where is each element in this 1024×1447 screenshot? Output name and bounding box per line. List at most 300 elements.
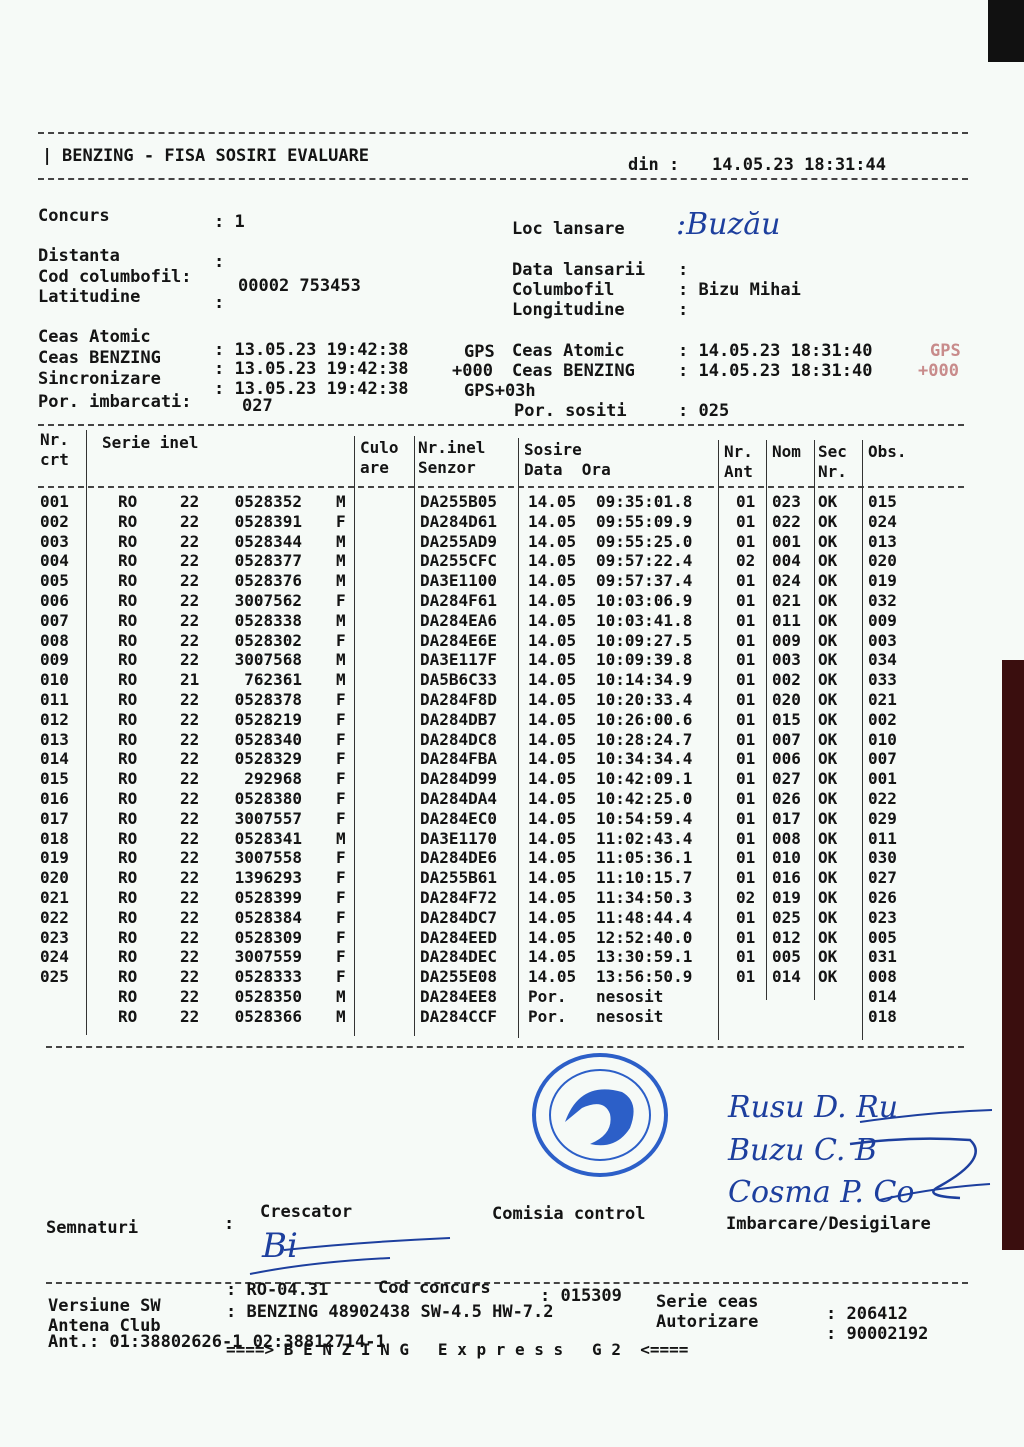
- row-number: 001: [40, 492, 69, 511]
- pigeon-sex: F: [336, 769, 346, 789]
- sensor-ring: DA284F72: [420, 888, 498, 907]
- security-status: OK: [818, 927, 838, 947]
- columbofil-label: Columbofil: [512, 280, 615, 300]
- col-ant-header-1: Nr.: [724, 442, 753, 461]
- ring-number: 762361: [244, 670, 302, 690]
- row-number: 025: [40, 967, 69, 987]
- ring-country: RO: [118, 492, 138, 511]
- security-status: OK: [818, 551, 838, 571]
- r-ceas-atomic-suffix: GPS: [930, 341, 961, 361]
- pigeon-sex: F: [336, 927, 346, 947]
- nom-number: 001: [772, 531, 801, 551]
- antenna-number: 01: [736, 709, 756, 729]
- nom-number: 008: [772, 828, 801, 848]
- ring-country: RO: [118, 907, 138, 927]
- arrival-date: 14.05: [528, 907, 577, 927]
- r-ceas-atomic-value: : 14.05.23 18:31:40: [678, 341, 873, 361]
- ring-country: RO: [118, 749, 138, 769]
- data-lansarii-label: Data lansarii: [512, 260, 646, 280]
- club-stamp: [530, 1050, 670, 1180]
- antenna-number: 01: [736, 630, 756, 650]
- autorizare-label: Autorizare: [656, 1312, 759, 1332]
- row-number: 020: [40, 868, 69, 888]
- ring-year: 22: [180, 828, 200, 848]
- arrival-date: 14.05: [528, 531, 577, 551]
- arrival-date: 14.05: [528, 511, 577, 531]
- nom-number: 012: [772, 927, 801, 947]
- arrival-date: 14.05: [528, 571, 577, 591]
- ring-year: 22: [180, 927, 200, 947]
- antenna-number: 01: [736, 591, 756, 610]
- antene-line: Ant.: 01:38802626-1 02:38812714-1: [48, 1332, 386, 1352]
- security-status: OK: [818, 947, 838, 967]
- concurs-value: : 1: [214, 212, 245, 232]
- sensor-ring: DA284DB7: [420, 709, 498, 729]
- ring-number: 0528378: [234, 690, 302, 709]
- cod-columbofil-label: Cod columbofil:: [38, 267, 192, 287]
- ring-year: 22: [180, 551, 200, 571]
- ring-number: 0528366: [234, 1006, 302, 1026]
- arrival-time: nesosit: [596, 1006, 664, 1026]
- obs-number: 031: [868, 947, 897, 967]
- nom-number: 019: [772, 888, 801, 907]
- sensor-ring: DA255E08: [420, 967, 498, 987]
- sensor-ring: DA3E117F: [420, 650, 498, 670]
- obs-number: 033: [868, 670, 897, 690]
- cod-columbofil-value: 00002 753453: [238, 276, 361, 296]
- ring-country: RO: [118, 511, 138, 531]
- ring-country: RO: [118, 808, 138, 828]
- nom-number: 004: [772, 551, 801, 571]
- ring-year: 22: [180, 650, 200, 670]
- obs-number: 007: [868, 749, 897, 769]
- obs-number: 026: [868, 888, 897, 907]
- obs-number: 005: [868, 927, 897, 947]
- nom-number: 006: [772, 749, 801, 769]
- pigeon-sex: F: [336, 907, 346, 927]
- table-vline: [718, 440, 719, 1040]
- antenna-number: 01: [736, 571, 756, 591]
- sensor-ring: DA284F8D: [420, 690, 498, 709]
- ring-country: RO: [118, 947, 138, 967]
- nom-number: 007: [772, 729, 801, 749]
- pigeon-sex: F: [336, 967, 346, 987]
- ring-number: 0528340: [234, 729, 302, 749]
- versiune-value: : RO-04.31: [226, 1280, 329, 1300]
- sensor-ring: DA284DEC: [420, 947, 498, 967]
- ring-year: 22: [180, 967, 200, 987]
- col-nrinel-header-2: Senzor: [418, 458, 476, 477]
- arrival-time: 10:42:25.0: [596, 789, 693, 808]
- pigeon-sex: F: [336, 868, 346, 888]
- row-number: 011: [40, 690, 69, 709]
- antenna-number: 02: [736, 888, 756, 907]
- obs-number: 008: [868, 967, 897, 987]
- arrival-date: 14.05: [528, 927, 577, 947]
- pigeon-sex: F: [336, 709, 346, 729]
- versiune-label: Versiune SW: [48, 1296, 161, 1316]
- longitudine-colon: :: [678, 300, 689, 320]
- obs-number: 030: [868, 848, 897, 868]
- ring-number: 0528350: [234, 987, 302, 1006]
- row-number: 007: [40, 610, 69, 630]
- nom-number: 010: [772, 848, 801, 868]
- ring-number: 0528384: [234, 907, 302, 927]
- nom-number: 022: [772, 511, 801, 531]
- columbofil-value: : Bizu Mihai: [678, 280, 801, 300]
- antenna-number: 01: [736, 907, 756, 927]
- ring-number: 0528338: [234, 610, 302, 630]
- row-number: 023: [40, 927, 69, 947]
- serie-ceas-label: Serie ceas: [656, 1292, 759, 1312]
- pigeon-sex: M: [336, 1006, 346, 1026]
- arrival-time: 11:48:44.4: [596, 907, 693, 927]
- benzing-express-line: ====> B E N Z I N G E x p r e s s G 2 <====: [226, 1340, 689, 1359]
- nom-number: 023: [772, 492, 801, 511]
- row-number: 018: [40, 828, 69, 848]
- ceas-atomic-label: Ceas Atomic: [38, 327, 151, 347]
- ceas-benzing-value: : 13.05.23 19:42:38: [214, 359, 409, 379]
- arrival-time: 13:30:59.1: [596, 947, 693, 967]
- ring-number: 0528219: [234, 709, 302, 729]
- arrival-date: 14.05: [528, 709, 577, 729]
- pigeon-sex: M: [336, 828, 346, 848]
- security-status: OK: [818, 591, 838, 610]
- arrival-date: 14.05: [528, 749, 577, 769]
- ring-number: 0528309: [234, 927, 302, 947]
- arrival-time: 13:56:50.9: [596, 967, 693, 987]
- loc-lansare-value: :Buzău: [676, 207, 781, 242]
- col-sec-header-2: Nr.: [818, 462, 847, 481]
- nom-number: 002: [772, 670, 801, 690]
- ring-country: RO: [118, 1006, 138, 1026]
- sensor-ring: DA284EED: [420, 927, 498, 947]
- arrival-time: 11:10:15.7: [596, 868, 693, 888]
- security-status: OK: [818, 650, 838, 670]
- obs-number: 013: [868, 531, 897, 551]
- row-number: 014: [40, 749, 69, 769]
- row-number: 009: [40, 650, 69, 670]
- ring-country: RO: [118, 650, 138, 670]
- ring-number: 292968: [244, 769, 302, 789]
- por-imbarcati-label: Por. imbarcati:: [38, 392, 192, 412]
- sincronizare-suffix: GPS+03h: [464, 381, 536, 401]
- ring-number: 3007562: [234, 591, 302, 610]
- antenna-number: 01: [736, 868, 756, 888]
- ring-year: 22: [180, 789, 200, 808]
- obs-number: 024: [868, 511, 897, 531]
- row-number: 016: [40, 789, 69, 808]
- ring-year: 22: [180, 630, 200, 650]
- ring-year: 22: [180, 690, 200, 709]
- ring-country: RO: [118, 789, 138, 808]
- nom-number: 020: [772, 690, 801, 709]
- security-status: OK: [818, 670, 838, 690]
- data-lansarii-colon: :: [678, 260, 689, 280]
- pigeon-sex: M: [336, 650, 346, 670]
- r-ceas-atomic-label: Ceas Atomic: [512, 341, 625, 361]
- divider: [38, 132, 968, 134]
- arrival-time: 09:55:09.9: [596, 511, 693, 531]
- arrival-time: 10:20:33.4: [596, 690, 693, 709]
- pigeon-sex: F: [336, 729, 346, 749]
- por-sositi-value: : 025: [678, 401, 730, 421]
- security-status: OK: [818, 868, 838, 888]
- ring-country: RO: [118, 571, 138, 591]
- ring-year: 22: [180, 591, 200, 610]
- ring-country: RO: [118, 630, 138, 650]
- pigeon-sex: F: [336, 749, 346, 769]
- arrival-date: 14.05: [528, 967, 577, 987]
- arrival-time: 09:55:25.0: [596, 531, 693, 551]
- arrival-time: 10:03:06.9: [596, 591, 693, 610]
- pigeon-sex: F: [336, 789, 346, 808]
- arrival-time: 10:03:41.8: [596, 610, 693, 630]
- pigeon-sex: F: [336, 630, 346, 650]
- distanta-colon: :: [214, 252, 225, 272]
- signature-1: Rusu D. Ru: [728, 1090, 899, 1125]
- ring-number: 0528391: [234, 511, 302, 531]
- security-status: OK: [818, 610, 838, 630]
- obs-number: 018: [868, 1006, 897, 1026]
- security-status: OK: [818, 511, 838, 531]
- table-vline: [766, 440, 767, 1000]
- table-vline: [518, 438, 519, 1038]
- antenna-number: 01: [736, 808, 756, 828]
- col-sosire-header-2: Data Ora: [524, 460, 611, 479]
- security-status: OK: [818, 571, 838, 591]
- col-nr-header: Nr.: [40, 430, 69, 449]
- antenna-number: 01: [736, 828, 756, 848]
- ring-year: 22: [180, 610, 200, 630]
- security-status: OK: [818, 749, 838, 769]
- arrival-time: 10:09:39.8: [596, 650, 693, 670]
- ring-number: 0528344: [234, 531, 302, 551]
- arrival-time: 10:14:34.9: [596, 670, 693, 690]
- ring-year: 22: [180, 571, 200, 591]
- antena-club-value: : BENZING 48902438 SW-4.5 HW-7.2: [226, 1302, 554, 1322]
- security-status: OK: [818, 828, 838, 848]
- ring-number: 0528377: [234, 551, 302, 571]
- nom-number: 017: [772, 808, 801, 828]
- arrival-date: 14.05: [528, 551, 577, 571]
- pigeon-sex: F: [336, 690, 346, 709]
- security-status: OK: [818, 769, 838, 789]
- table-vline: [414, 436, 415, 1036]
- nom-number: 016: [772, 868, 801, 888]
- arrival-date: 14.05: [528, 789, 577, 808]
- security-status: OK: [818, 789, 838, 808]
- pigeon-sex: M: [336, 610, 346, 630]
- ring-country: RO: [118, 670, 138, 690]
- comisia-label: Comisia control: [492, 1204, 646, 1224]
- ring-year: 22: [180, 987, 200, 1006]
- row-number: 005: [40, 571, 69, 591]
- security-status: OK: [818, 531, 838, 551]
- security-status: OK: [818, 888, 838, 907]
- obs-number: 002: [868, 709, 897, 729]
- ring-number: 0528329: [234, 749, 302, 769]
- sensor-ring: DA284DA4: [420, 789, 498, 808]
- obs-number: 011: [868, 828, 897, 848]
- autorizare-value: : 90002192: [826, 1324, 929, 1344]
- row-number: 010: [40, 670, 69, 690]
- table-vline: [814, 440, 815, 1000]
- security-status: OK: [818, 630, 838, 650]
- por-imbarcati-value: 027: [242, 396, 273, 416]
- antenna-number: 01: [736, 690, 756, 709]
- arrival-date: 14.05: [528, 630, 577, 650]
- pigeon-sex: F: [336, 888, 346, 907]
- antenna-number: 01: [736, 947, 756, 967]
- signature-strokes: [820, 1100, 1000, 1220]
- sensor-ring: DA284CCF: [420, 1006, 498, 1026]
- arrival-time: 10:34:34.4: [596, 749, 693, 769]
- imbarcare-label: Imbarcare/Desigilare: [726, 1214, 931, 1234]
- pigeon-sex: M: [336, 571, 346, 591]
- arrival-time: 11:34:50.3: [596, 888, 693, 907]
- arrival-date: Por.: [528, 987, 567, 1006]
- scan-corner-shadow: [988, 0, 1024, 62]
- pigeon-sex: M: [336, 987, 346, 1006]
- obs-number: 009: [868, 610, 897, 630]
- antenna-number: 01: [736, 749, 756, 769]
- arrival-date: Por.: [528, 1006, 567, 1026]
- security-status: OK: [818, 690, 838, 709]
- obs-number: 014: [868, 987, 897, 1006]
- antenna-number: 01: [736, 670, 756, 690]
- ring-number: 0528341: [234, 828, 302, 848]
- col-culoare-header-2: are: [360, 458, 389, 477]
- arrival-date: 14.05: [528, 610, 577, 630]
- security-status: OK: [818, 907, 838, 927]
- col-ant-header-2: Ant: [724, 462, 753, 481]
- ring-country: RO: [118, 987, 138, 1006]
- antenna-number: 01: [736, 511, 756, 531]
- col-sec-header-1: Sec: [818, 442, 847, 461]
- divider: [38, 424, 964, 426]
- col-nom-header: Nom: [772, 442, 801, 461]
- divider: [38, 486, 964, 488]
- ring-country: RO: [118, 828, 138, 848]
- arrival-date: 14.05: [528, 690, 577, 709]
- antenna-number: 01: [736, 967, 756, 987]
- arrival-time: 09:57:37.4: [596, 571, 693, 591]
- antenna-number: 01: [736, 531, 756, 551]
- cod-concurs-value: : 015309: [540, 1286, 622, 1306]
- row-number: 015: [40, 769, 69, 789]
- por-sositi-label: Por. sositi: [514, 401, 627, 421]
- print-date-value: 14.05.23 18:31:44: [712, 155, 886, 175]
- col-nrinel-header-1: Nr.inel: [418, 438, 486, 457]
- latitudine-label: Latitudine: [38, 287, 141, 307]
- ring-country: RO: [118, 531, 138, 551]
- ring-country: RO: [118, 591, 138, 610]
- table-vline: [354, 436, 355, 1036]
- obs-number: 001: [868, 769, 897, 789]
- ceas-atomic-suffix: GPS: [464, 342, 495, 362]
- ring-year: 22: [180, 511, 200, 531]
- pigeon-sex: F: [336, 947, 346, 967]
- sensor-ring: DA255B05: [420, 492, 498, 511]
- ring-number: 0528380: [234, 789, 302, 808]
- arrival-time: 10:26:00.6: [596, 709, 693, 729]
- ring-number: 0528302: [234, 630, 302, 650]
- table-vline: [86, 430, 87, 1035]
- ring-country: RO: [118, 690, 138, 709]
- divider: [46, 1282, 968, 1284]
- row-number: 019: [40, 848, 69, 868]
- antenna-number: 01: [736, 610, 756, 630]
- antenna-number: 01: [736, 769, 756, 789]
- obs-number: 021: [868, 690, 897, 709]
- arrival-time: 10:42:09.1: [596, 769, 693, 789]
- sincronizare-value: : 13.05.23 19:42:38: [214, 379, 409, 399]
- arrival-time: 10:28:24.7: [596, 729, 693, 749]
- arrival-time: 09:57:22.4: [596, 551, 693, 571]
- obs-number: 019: [868, 571, 897, 591]
- arrival-date: 14.05: [528, 650, 577, 670]
- ring-number: 3007559: [234, 947, 302, 967]
- r-ceas-benzing-value: : 14.05.23 18:31:40: [678, 361, 873, 381]
- pigeon-sex: F: [336, 808, 346, 828]
- nom-number: 014: [772, 967, 801, 987]
- ring-country: RO: [118, 967, 138, 987]
- arrival-time: nesosit: [596, 987, 664, 1006]
- ring-country: RO: [118, 769, 138, 789]
- ring-year: 22: [180, 749, 200, 769]
- sensor-ring: DA284DC8: [420, 729, 498, 749]
- security-status: OK: [818, 492, 838, 511]
- nom-number: 024: [772, 571, 801, 591]
- divider: [46, 1046, 964, 1048]
- security-status: OK: [818, 808, 838, 828]
- divider: [38, 178, 968, 180]
- arrival-date: 14.05: [528, 848, 577, 868]
- arrival-date: 14.05: [528, 828, 577, 848]
- nom-number: 027: [772, 769, 801, 789]
- antenna-number: 01: [736, 492, 756, 511]
- col-culoare-header-1: Culo: [360, 438, 399, 457]
- sensor-ring: DA284E6E: [420, 630, 498, 650]
- row-number: 013: [40, 729, 69, 749]
- pigeon-sex: M: [336, 670, 346, 690]
- ring-country: RO: [118, 709, 138, 729]
- obs-number: 034: [868, 650, 897, 670]
- latitudine-colon: :: [214, 293, 225, 313]
- sensor-ring: DA5B6C33: [420, 670, 498, 690]
- sensor-ring: DA284DE6: [420, 848, 498, 868]
- antenna-number: 02: [736, 551, 756, 571]
- obs-number: 003: [868, 630, 897, 650]
- sensor-ring: DA3E1170: [420, 828, 498, 848]
- ring-number: 0528376: [234, 571, 302, 591]
- ring-year: 22: [180, 709, 200, 729]
- ring-country: RO: [118, 551, 138, 571]
- col-serie-header: Serie inel: [102, 433, 199, 452]
- ring-year: 22: [180, 848, 200, 868]
- sincronizare-label: Sincronizare: [38, 369, 161, 389]
- security-status: OK: [818, 967, 838, 987]
- ring-year: 22: [180, 888, 200, 907]
- ring-number: 3007558: [234, 848, 302, 868]
- ceas-benzing-label: Ceas BENZING: [38, 348, 161, 368]
- security-status: OK: [818, 848, 838, 868]
- row-number: 024: [40, 947, 69, 967]
- obs-number: 027: [868, 868, 897, 888]
- ring-country: RO: [118, 729, 138, 749]
- ceas-benzing-suffix: +000: [452, 361, 493, 381]
